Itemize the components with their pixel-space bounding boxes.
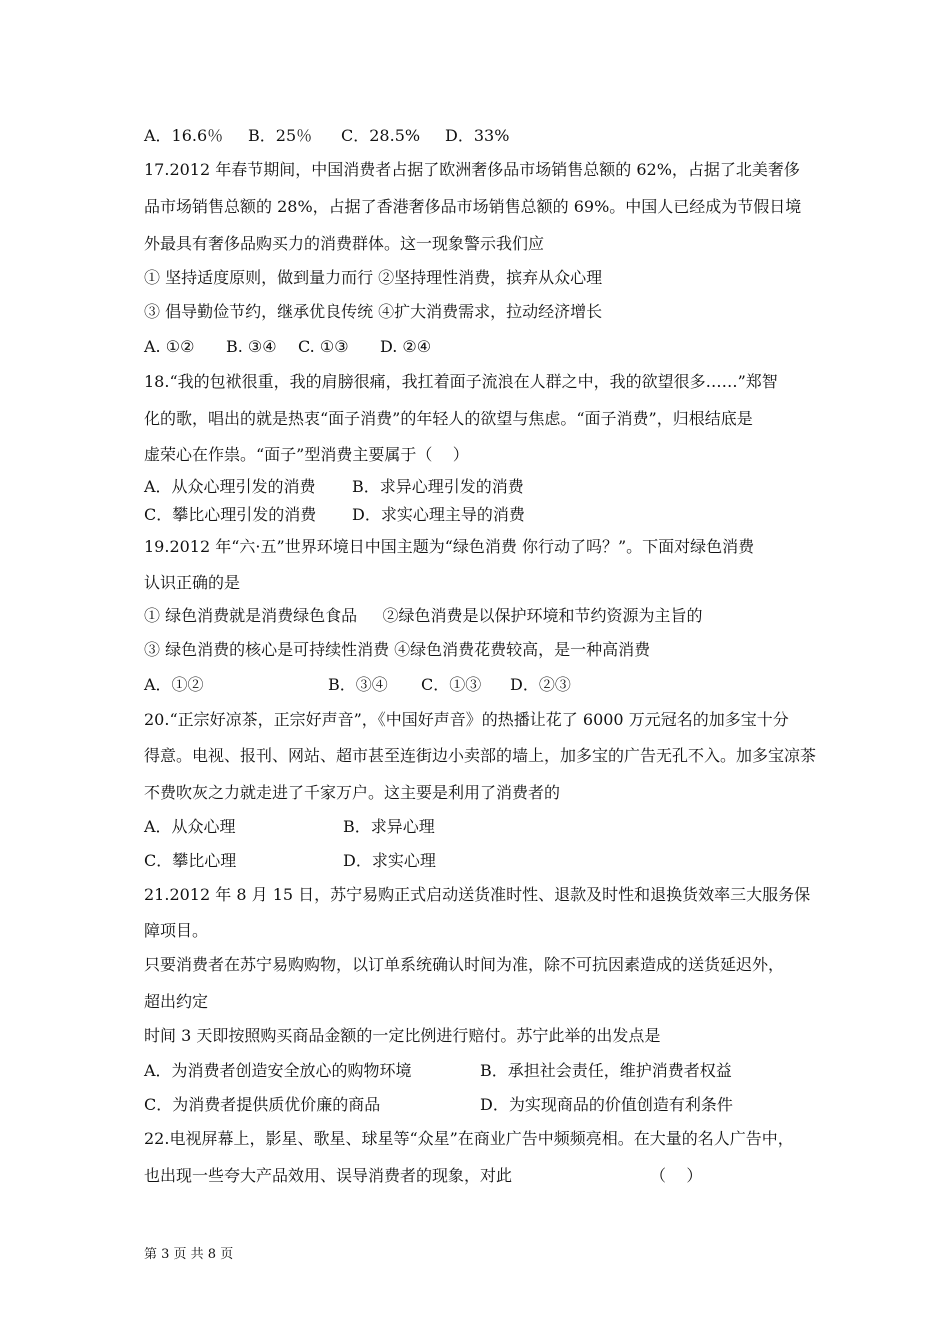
q21-line-5: 时间 3 天即按照购买商品金额的一定比例进行赔付。苏宁此举的出发点是: [144, 1026, 661, 1045]
q21-line-3: 只要消费者在苏宁易购购物，以订单系统确认时间为准，除不可抗因素造成的送货延迟外，: [144, 955, 785, 974]
q20-option-a: A．从众心理: [144, 817, 236, 836]
q17-line-3: 外最具有奢侈品购买力的消费群体。这一现象警示我们应: [144, 234, 545, 253]
q19-item-1: ① 绿色消费就是消费绿色食品 ②绿色消费是以保护环境和节约资源为主旨的: [144, 606, 703, 625]
q20-option-d: D．求实心理: [343, 851, 436, 870]
q17-option-d: D. ②④: [380, 337, 432, 356]
q20-option-c: C．攀比心理: [144, 851, 237, 870]
q16-option-b: B．25％: [248, 126, 313, 145]
q21-line-4: 超出约定: [144, 992, 209, 1011]
q19-line-1: 19.2012 年“六·五”世界环境日中国主题为“绿色消费 你行动了吗？”。下面对绿色消费: [144, 537, 755, 556]
q16-option-c: C．28.5%: [341, 126, 421, 145]
q18-line-1: 18.“我的包袱很重，我的肩膀很痛，我扛着面子流浪在人群之中，我的欲望很多……”郑智: [144, 372, 778, 391]
q17-option-b: B. ③④: [226, 337, 277, 356]
q18-line-2: 化的歌，唱出的就是热衷“面子消费”的年轻人的欲望与焦虑。“面子消费”，归根结底是: [144, 409, 753, 428]
q19-line-2: 认识正确的是: [144, 573, 241, 592]
q21-line-2: 障项目。: [144, 921, 209, 940]
q20-line-1: 20.“正宗好凉茶，正宗好声音”，《中国好声音》的热播让花了 6000 万元冠名的加多宝十分: [144, 710, 789, 729]
q19-option-c: C．①③: [421, 675, 482, 694]
q17-option-c: C. ①③: [298, 337, 349, 356]
q19-option-d: D．②③: [510, 675, 571, 694]
q18-option-b: B．求异心理引发的消费: [352, 477, 524, 496]
q20-line-2: 得意。电视、报刊、网站、超市甚至连街边小卖部的墙上，加多宝的广告无孔不入。加多宝凉茶: [144, 746, 817, 765]
q21-line-1: 21.2012 年 8 月 15 日，苏宁易购正式启动送货准时性、退款及时性和退换货效率三大服务保: [144, 885, 811, 904]
page-footer: 第 3 页 共 8 页: [144, 1247, 234, 1262]
q21-option-c: C．为消费者提供质优价廉的商品: [144, 1095, 381, 1114]
q16-option-d: D．33%: [445, 126, 510, 145]
q17-item-2: ③ 倡导勤俭节约，继承优良传统 ④扩大消费需求，拉动经济增长: [144, 302, 603, 321]
q18-option-c: C．攀比心理引发的消费: [144, 505, 317, 524]
q22-line-2: 也出现一些夸大产品效用、误导消费者的现象，对此: [144, 1166, 513, 1185]
q17-line-2: 品市场销售总额的 28%，占据了香港奢侈品市场销售总额的 69%。中国人已经成为节假日境: [144, 197, 802, 216]
q21-option-b: B．承担社会责任，维护消费者权益: [480, 1061, 732, 1080]
q18-line-3: 虚荣心在作祟。“面子”型消费主要属于（ ）: [144, 445, 469, 464]
q21-option-d: D．为实现商品的价值创造有利条件: [480, 1095, 733, 1114]
q22-line-1: 22.电视屏幕上，影星、歌星、球星等“众星”在商业广告中频频亮相。在大量的名人广告中，: [144, 1129, 794, 1148]
q18-option-d: D．求实心理主导的消费: [352, 505, 525, 524]
q19-item-2: ③ 绿色消费的核心是可持续性消费 ④绿色消费花费较高，是一种高消费: [144, 640, 651, 659]
q19-option-a: A．①②: [144, 675, 204, 694]
q17-option-a: A. ①②: [144, 337, 195, 356]
q22-answer-bracket: （ ）: [650, 1166, 703, 1185]
q18-option-a: A．从众心理引发的消费: [144, 477, 316, 496]
q19-option-b: B．③④: [328, 675, 388, 694]
q17-item-1: ① 坚持适度原则，做到量力而行 ②坚持理性消费，摈弃从众心理: [144, 268, 603, 287]
q17-line-1: 17.2012 年春节期间，中国消费者占据了欧洲奢侈品市场销售总额的 62%，占据了北美奢侈: [144, 160, 800, 179]
q20-option-b: B．求异心理: [343, 817, 435, 836]
q21-option-a: A．为消费者创造安全放心的购物环境: [144, 1061, 412, 1080]
q20-line-3: 不费吹灰之力就走进了千家万户。这主要是利用了消费者的: [144, 783, 561, 802]
q16-option-a: A．16.6％: [144, 126, 224, 145]
